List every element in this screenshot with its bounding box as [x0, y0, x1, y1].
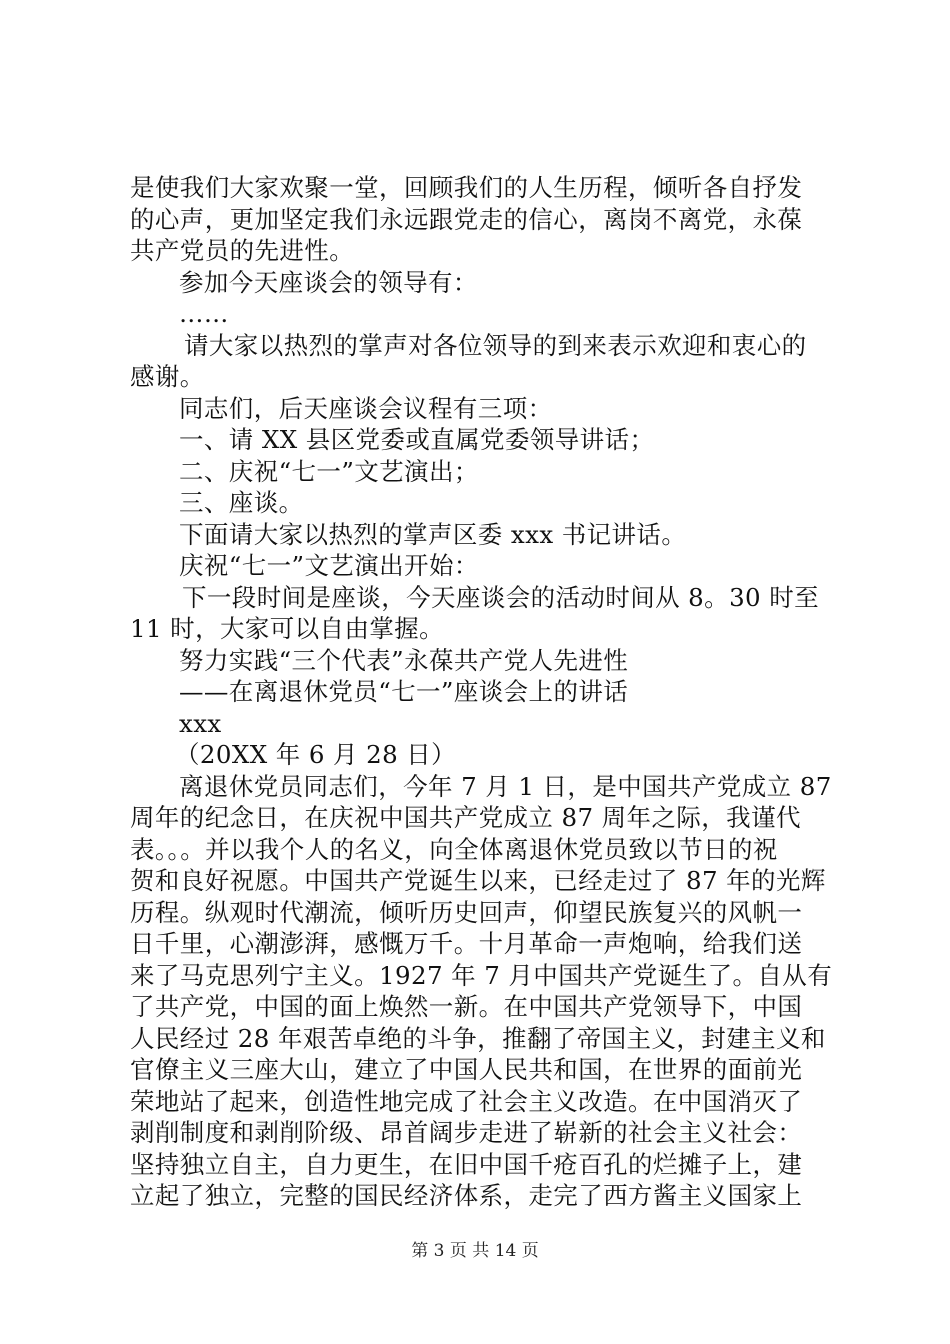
text-line: 的心声，更加坚定我们永远跟党走的信心，离岗不离党，永葆	[130, 204, 803, 234]
text-line: 来了马克思列宁主义。1927 年 7 月中国共产党诞生了。自从有	[130, 960, 833, 990]
text-line: 日千里，心潮澎湃，感慨万千。十月革命一声炮响，给我们送	[130, 929, 803, 958]
text-line: 了共产党，中国的面上焕然一新。在中国共产党领导下，中国	[130, 992, 803, 1021]
text-line: 下面请大家以热烈的掌声区委 xxx 书记讲话。	[179, 519, 687, 549]
text-line: 感谢。	[130, 362, 205, 391]
text-line: 官僚主义三座大山，建立了中国人民共和国，在世界的面前光	[130, 1055, 803, 1084]
text-line: 表。。。并以我个人的名义，向全体离退休党员致以节日的祝	[130, 834, 778, 864]
text-line: 历程。纵观时代潮流，倾听历史回声，仰望民族复兴的风帆一	[130, 897, 803, 927]
text-line: 下一段时间是座谈，今天座谈会的活动时间从 8。30 时至	[182, 582, 820, 612]
text-line: 荣地站了起来，创造性地完成了社会主义改造。在中国消灭了	[130, 1086, 803, 1116]
author-name: xxx	[179, 708, 222, 738]
text-line: 是使我们大家欢聚一堂，回顾我们的人生历程，倾听各自抒发	[130, 173, 803, 202]
text-line: 共产党员的先进性。	[130, 236, 355, 265]
text-line: 二、庆祝“七一”文艺演出；	[179, 456, 479, 486]
document-body	[130, 172, 833, 1212]
text-line: 庆祝“七一”文艺演出开始：	[179, 551, 479, 580]
text-line: 坚持独立自主，自力更生，在旧中国千疮百孔的烂摊子上，建	[130, 1149, 803, 1179]
text-line: 周年的纪念日，在庆祝中国共产党成立 87 周年之际，我谨代	[130, 803, 801, 832]
text-line: 三、座谈。	[179, 488, 304, 517]
heading-subtitle: ——在离退休党员“七一”座谈会上的讲话	[179, 677, 629, 706]
speech-date: （20XX 年 6 月 28 日）	[175, 740, 457, 769]
text-line: 请大家以热烈的掌声对各位领导的到来表示欢迎和衷心的	[184, 330, 807, 360]
heading-title: 努力实践“三个代表”永葆共产党人先进性	[179, 645, 629, 675]
text-line: 贺和良好祝愿。中国共产党诞生以来，已经走过了 87 年的光辉	[130, 866, 826, 895]
text-line: 人民经过 28 年艰苦卓绝的斗争，推翻了帝国主义，封建主义和	[130, 1023, 826, 1053]
text-line: 同志们，后天座谈会议程有三项：	[179, 393, 553, 423]
text-line: 立起了独立，完整的国民经济体系，走完了西方酱主义国家上	[130, 1181, 803, 1210]
page-footer	[0, 1240, 950, 1262]
page-number: 第 3 页 共 14 页	[411, 1241, 539, 1261]
text-line: 11 时，大家可以自由掌握。	[130, 614, 445, 643]
text-line: 参加今天座谈会的领导有：	[179, 267, 478, 297]
text-line: ……	[179, 299, 229, 328]
text-line: 离退休党员同志们，今年 7 月 1 日，是中国共产党成立 87	[179, 771, 832, 801]
text-line: 一、请 XX 县区党委或直属党委领导讲话；	[179, 425, 655, 454]
text-line: 剥削制度和剥削阶级、昂首阔步走进了崭新的社会主义社会：	[130, 1118, 803, 1147]
